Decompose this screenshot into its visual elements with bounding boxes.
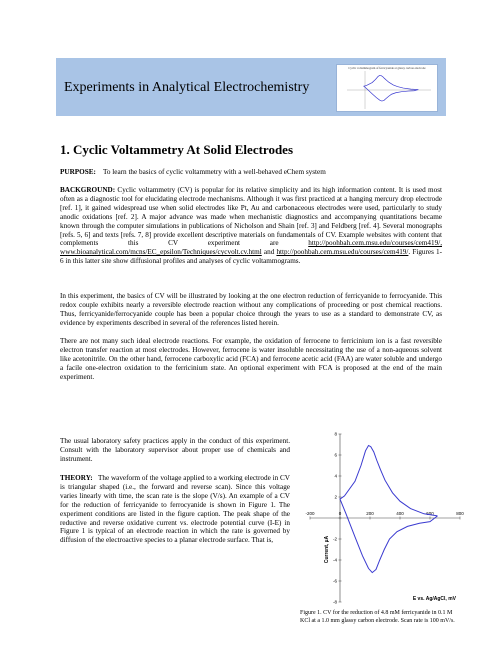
theory-label: THEORY:: [60, 474, 93, 482]
y-tick-label: -2: [332, 536, 337, 542]
theory-paragraph: [60, 474, 290, 545]
background-label: BACKGROUND:: [60, 186, 116, 194]
thumbnail-chart: [336, 64, 438, 112]
y-tick-label: -4: [332, 557, 337, 563]
background-tail: . Figures 1-6 in this latter site show diffusional profiles and analyses of cyclic voltammograms.: [60, 248, 443, 266]
link-1[interactable]: http://poohbah.cem.msu.edu/courses/cem419/,: [308, 239, 442, 248]
experiment-paragraph: In this experiment, the basics of CV will be illustrated by looking at the one electron reduction of ferricyanide to ferrocyanide. This redox couple exhibits nearly a reversible electrode reaction without any complications of proceeding or post chemical reactions. Thus, ferricyanide/ferrocyanide couple has been a popular choice through the years to use as a standard to demonstrate CV, as evidence by experiments described in several of the references listed herein.: [60, 292, 442, 327]
y-tick-label: 2: [334, 494, 337, 500]
y-tick-label: -6: [332, 578, 337, 584]
ferrocene-paragraph: There are not many such ideal electrode reactions. For example, the oxidation of ferrocene to ferricinium ion is a fast reversible electron transfer reaction at most electrodes. However, ferrocene is water insoluble necessitating the use of a non-aqueous solvent like acetonitrile. On the other hand, ferrocene carboxylic acid (FCA) and ferrocene acetic acid (FAA) are water soluble and undergo a facile one-electron oxidation to the ferricinium state. An optional experiment with FCA is proposed at the end of the main experiment.: [60, 337, 442, 381]
y-tick-label: 8: [334, 431, 337, 437]
x-axis-label: E vs. Ag/AgCl, mV: [412, 596, 456, 602]
y-tick-label: 6: [334, 452, 337, 458]
section-title: 1. Cyclic Voltammetry At Solid Electrodes: [60, 142, 294, 157]
thumbnail-curve: [364, 75, 419, 101]
y-tick-label: -8: [332, 599, 337, 605]
x-tick-label: 400: [396, 511, 404, 516]
purpose-label: PURPOSE:: [60, 168, 96, 176]
figure-caption: Figure 1. CV for the reduction of 4.8 mM ferricyanide in 0.1 M KCl at a 1.0 mm glassy carbon electrode. Scan rate is 100 mV/s.: [300, 610, 455, 624]
background-text: Cyclic voltammetry (CV) is popular for its relative simplicity and its high information content. It is used most often as a diagnostic tool for elucidating electrode mechanisms. Although it was first practiced at a hanging mercury drop electrode [ref. 1], it gained widespread use when solid electrodes like Pt, Au and carbonaceous electrodes were used, particularly to study anodic oxidations [ref. 2]. A major advance was made when mechanistic diagnostics and accompanying quantitations became known through the computer simulations in publications of Nicholson and Shain [ref. 3] and Feldberg [ref. 4]. Several monographs [refs. 5, 6] and texts [refs. 7, 8] provide excellent descriptive materials on fundamentals of CV. Example websites with content that complements this CV experiment are: [60, 186, 443, 248]
safety-paragraph: The usual laboratory safety practices apply in the conduct of this experiment. Consult with the laboratory supervisor about proper use of chemicals and instrument.: [60, 437, 290, 463]
thumbnail-caption: Cyclic voltammogram of ferricyanide at glassy carbon electrode: [348, 66, 426, 70]
y-axis-label: Current, µA: [324, 535, 330, 564]
title-banner: [56, 58, 446, 116]
thumbnail-chart-svg: [337, 65, 437, 111]
purpose-paragraph: [60, 168, 442, 177]
chart-axes: [305, 432, 464, 605]
y-tick-label: 4: [334, 473, 337, 479]
link-3[interactable]: http://poohbah.cem.msu.edu/courses/cem419/: [276, 248, 409, 257]
purpose-text: To learn the basics of cyclic voltammetry with a well-behaved eChem system: [103, 168, 326, 176]
x-tick-label: 800: [456, 511, 464, 516]
cv-chart: [296, 430, 466, 608]
banner-title: Experiments in Analytical Electrochemistry: [64, 80, 310, 95]
cv-curve: [340, 446, 438, 573]
x-tick-label: 0: [338, 511, 342, 516]
x-tick-label: 600: [426, 511, 434, 516]
x-tick-label: -200: [305, 511, 315, 516]
background-and: and: [263, 248, 275, 257]
background-paragraph: [60, 186, 442, 266]
theory-text: The waveform of the voltage applied to a working electrode in CV is triangular shaped (i.e., the forward and reverse scan). Since this voltage varies linearly with time, the scan rate is the slope (V/s). An example of a CV for the reduction of ferricyanide to ferrocyanide is shown in Figure 1. The experiment conditions are listed in the figure caption. The peak shape of the reductive and reverse oxidative current vs. electrode potential curve (I-E) in Figure 1 is typical of an electrode reaction in which the rate is governed by diffusion of the electroactive species to a planar electrode surface. That is,: [60, 474, 290, 545]
x-tick-label: 200: [366, 511, 374, 516]
link-2[interactable]: www.bioanalytical.com/mcns/EC_epsilon/Techniques/cycvolt.cv.html: [60, 248, 262, 257]
